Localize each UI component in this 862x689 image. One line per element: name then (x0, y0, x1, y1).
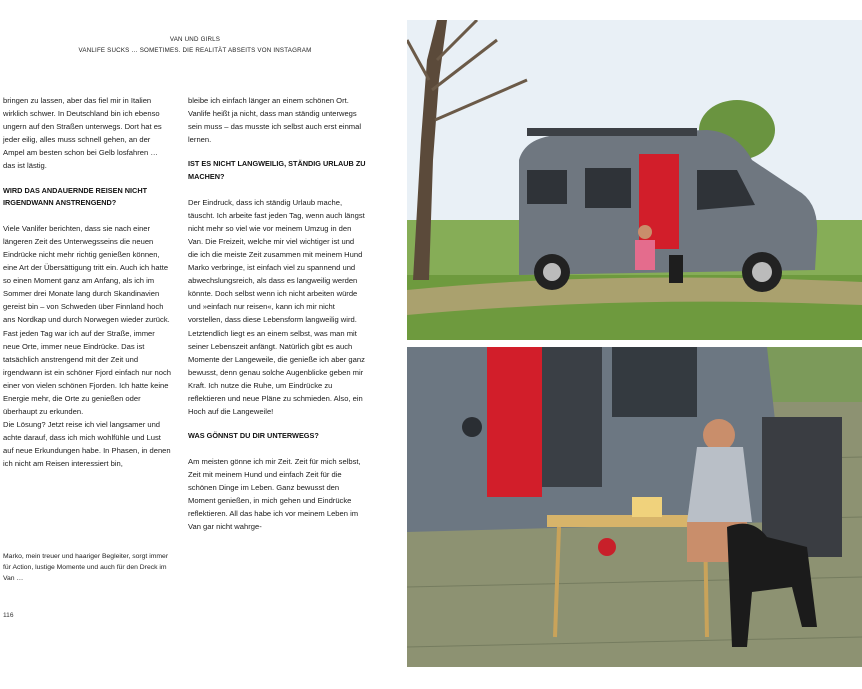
paragraph: bringen zu lassen, aber das fiel mir in Italien wirklich schwer. In Deutschland bin ich ebenso ungern auf den Straßen unterwegs. Dort hat es jeder eilig, alles muss schnell gehen, an der Ampel am besten schon bei Gelb losfahren … das ist lästig. (3, 96, 162, 171)
paragraph: Am meisten gönne ich mir Zeit. Zeit für mich selbst, Zeit mit meinem Hund und einfach Zeit für die schönen Dinge im Leben. Ganz bewusst den Moment genießen, in mich gehen und Eindrücke reflektieren. All das habe ich vor meinem Leben im Van gar nicht wahrge- (188, 456, 361, 532)
subheading: WAS GÖNNST DU DIR UNTERWEGS? (188, 431, 319, 441)
paragraph: Der Eindruck, dass ich ständig Urlaub mache, täuscht. Ich arbeite fast jeden Tag, wenn auch längst nicht mehr so viel wie vor meinem Umzug in den Van. Die Freizeit, welche mir viel wichtiger ist und die ich die meiste Zeit zusammen mit meinem Hund Marko verbringe, ist einfach viel zu spannend und abwechslungsreich, als dass es langweilig werden könnte. Doch selbst wenn ich nicht arbeiten würde und »einfach nur reisen«, kann ich mir nicht vorstellen, dass diese Lebensform langweilig wird. Letztendlich liegt es an einem selbst, was man mit seiner Lebenszeit anfängt. Natürlich gibt es auch Momente der Langeweile, die genieße ich aber ganz bewusst, denn genau solche Augenblicke geben mir Kraft. Ich nutze die Ruhe, um Eindrücke zu reflektieren und neue Pläne zu schmieden. Also, ein Hoch auf die Langeweile! (188, 197, 365, 417)
running-header (0, 34, 390, 56)
subheading: WIRD DAS ANDAUERNDE REISEN NICHT IRGENDWANN ANSTRENGEND? (3, 185, 148, 208)
subheading: IST ES NICHT LANGWEILIG, STÄNDIG URLAUB ZU MACHEN? (188, 159, 366, 181)
photo-table-dog-illustration (407, 347, 862, 667)
paragraph: Viele Vanlifer berichten, dass sie nach einer längeren Zeit des Unterwegsseins die neuen Eindrücke nicht mehr richtig genießen können, eine Art der Übersättigung tritt ein. Auch ich hatte so einen Moment ganz am Anfang, als ich im Sommer drei Monate lang durch Skandinavien gereist bin – von Schweden über Finnland hoch ans Nordkap und durch Norwegen wieder zurück. Fast jeden Tag war ich auf der Straße, immer neue Orte, immer neue Eindrücke. Das ist tatsächlich anstrengend mit der Zeit und irgendwann ist ein schöner Fjord einfach nur noch einer von vielen schönen Fjorden. Ich hatte keine Energie mehr, die Orte zu genießen oder überhaupt zu erkunden. (3, 223, 172, 417)
paragraph: Die Lösung? Jetzt reise ich viel langsamer und achte darauf, dass ich mich wohlfühle und Lust auf neue Erkundungen habe. In Phasen, in denen ich nicht am Reisen interessiert bin, (3, 420, 171, 469)
header-title: VANLIFE SUCKS … SOMETIMES. DIE REALITÄT ABSEITS VON INSTAGRAM (78, 47, 312, 54)
photo-van-meadow-illustration (407, 20, 862, 340)
page-number: 116 (3, 612, 14, 619)
header-section: VAN UND GIRLS (169, 36, 221, 43)
photo-table-dog (407, 347, 862, 667)
paragraph: bleibe ich einfach länger an einem schönen Ort. Vanlife heißt ja nicht, dass man ständig unterwegs sein muss – das musste ich selbst auch erst einmal lernen. (188, 96, 362, 145)
text-column-left (3, 94, 171, 471)
photo-van-meadow (407, 20, 862, 340)
photo-caption: Marko, mein treuer und haariger Begleiter, sorgt immer für Action, lustige Momente und auch für den Dreck im Van … (3, 553, 169, 582)
text-column-right (188, 94, 366, 533)
